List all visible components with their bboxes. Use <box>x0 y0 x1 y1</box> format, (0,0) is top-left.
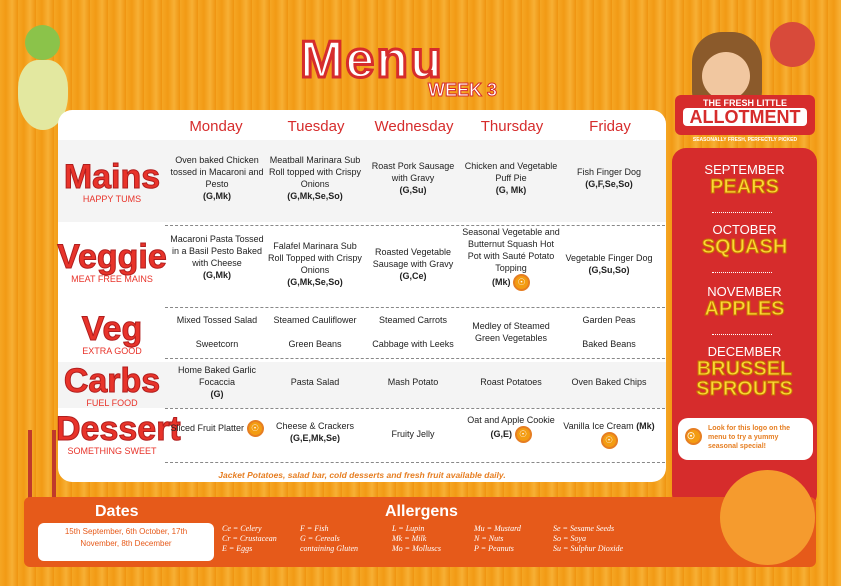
allergen-code: Se = Sesame Seeds <box>553 524 615 533</box>
row-divider <box>165 358 665 359</box>
dish-name: Mash Potato <box>387 377 439 387</box>
month-food: BRUSSEL SPROUTS <box>696 358 793 400</box>
dish-allergens: (G,Mk,Se,So) <box>287 277 343 287</box>
dates-title: Dates <box>95 503 139 520</box>
dish-allergens: (Mk) <box>636 421 655 431</box>
carbs-friday <box>560 376 658 388</box>
brand-line2: ALLOTMENT <box>683 108 807 126</box>
dish-allergens: (G,Su,So) <box>588 265 630 275</box>
mains-monday <box>168 154 266 202</box>
dessert-monday <box>168 420 266 437</box>
dish-name: Macaroni Pasta Tossed in a Basil Pesto Baked with Cheese <box>170 234 264 268</box>
veg-tuesday <box>266 314 364 350</box>
category-mains <box>56 160 168 204</box>
month-october <box>672 222 817 257</box>
veggie-monday <box>168 233 266 281</box>
veg-item-1: Garden Peas <box>582 315 636 325</box>
dish-allergens: (G, Mk) <box>495 185 527 195</box>
veg-monday <box>168 314 266 350</box>
allergen-code: L = Lupin <box>392 524 425 533</box>
allergens-title: Allergens <box>385 503 458 520</box>
dates-line1: 15th September, 6th October, 17th <box>64 527 188 536</box>
month-name: SEPTEMBER <box>704 162 785 177</box>
brand-line1: THE FRESH LITTLE <box>703 98 787 108</box>
month-name: NOVEMBER <box>707 284 782 299</box>
dish-allergens: (G,Mk) <box>203 270 231 280</box>
dish-name: Roast Pork Sausage with Gravy <box>371 161 455 183</box>
month-december <box>672 344 817 399</box>
veggie-wednesday <box>364 246 462 282</box>
veg-item-1: Steamed Carrots <box>378 315 448 325</box>
category-dessert <box>56 410 181 456</box>
allergen-code: Cr = Crustacean <box>222 534 277 543</box>
seasonal-legend <box>678 418 813 460</box>
allergen-code: E = Eggs <box>222 544 253 553</box>
brand-logo <box>675 95 815 135</box>
squash-image <box>720 470 815 565</box>
menu-title: Menu <box>300 31 444 89</box>
category-veg <box>56 312 168 356</box>
dish-allergens: (G,Mk,Se,So) <box>287 191 343 201</box>
month-name: DECEMBER <box>707 344 782 359</box>
seasonal-logo-icon: ☉ <box>601 432 618 449</box>
veg-item-1: Steamed Cauliflower <box>273 315 357 325</box>
category-veggie <box>56 240 168 284</box>
allergen-code: N = Nuts <box>474 534 504 543</box>
veg-friday <box>560 314 658 350</box>
allergen-column-4 <box>474 524 521 554</box>
dish-name: Vegetable Finger Dog <box>565 253 653 263</box>
month-name: OCTOBER <box>712 222 777 237</box>
dish-name: Sliced Fruit Platter <box>170 422 244 433</box>
dish-name: Oven baked Chicken tossed in Macaroni and Pesto <box>170 155 264 189</box>
allergen-column-3 <box>392 524 441 554</box>
category-subtitle: HAPPY TUMS <box>82 194 142 204</box>
category-subtitle: SOMETHING SWEET <box>67 446 157 456</box>
dish-name: Roast Potatoes <box>480 377 542 387</box>
month-food: APPLES <box>704 298 785 320</box>
farmer-face-image <box>702 52 750 100</box>
allergen-code: Mk = Milk <box>392 534 427 543</box>
seasonal-logo-icon: ☉ <box>685 428 702 445</box>
day-friday: Friday <box>589 118 631 135</box>
dish-allergens: (G,Ce) <box>399 271 427 281</box>
month-september <box>672 162 817 197</box>
category-carbs <box>56 364 168 408</box>
category-title: Carbs <box>63 362 161 400</box>
carbs-wednesday <box>364 376 462 388</box>
daily-footnote: Jacket Potatoes, salad bar, cold desserts and fresh fruit available daily. <box>218 470 506 480</box>
week-label: WEEK 3 <box>428 80 498 100</box>
divider <box>712 334 772 335</box>
divider <box>712 272 772 273</box>
category-subtitle: EXTRA GOOD <box>82 346 142 356</box>
mains-thursday <box>462 160 560 196</box>
row-divider <box>165 225 665 226</box>
veg-item-2: Baked Beans <box>582 339 636 349</box>
dish-name: Fruity Jelly <box>391 429 435 439</box>
allergen-code: F = Fish <box>300 524 329 533</box>
day-thursday: Thursday <box>480 118 544 135</box>
row-divider <box>165 462 665 463</box>
dish-name: Vanilla Ice Cream <box>563 421 634 431</box>
dish-name: Fish Finger Dog <box>576 167 642 177</box>
allergen-code: Mo = Molluscs <box>392 544 441 553</box>
month-november <box>672 284 817 319</box>
seasonal-logo-icon: ☉ <box>515 426 532 443</box>
dish-name: Cheese & Crackers <box>275 421 355 431</box>
allergen-code: G = Cereals <box>300 534 340 543</box>
dessert-wednesday <box>364 428 462 440</box>
dish-allergens: (G,E,Mk,Se) <box>289 433 340 443</box>
allergen-code: containing Gluten <box>300 544 358 553</box>
dish-name: Oven Baked Chips <box>571 377 647 387</box>
dish-name: Oat and Apple Cookie <box>467 415 555 425</box>
dessert-friday <box>560 420 658 449</box>
seasonal-logo-icon: ☉ <box>513 274 530 291</box>
sprout-image <box>25 25 60 60</box>
day-tuesday: Tuesday <box>287 118 345 135</box>
dish-name: Home Baked Garlic Focaccia <box>177 365 257 387</box>
veg-item-2: Cabbage with Leeks <box>372 339 454 349</box>
seasonal-logo-icon: ☉ <box>247 420 264 437</box>
allergen-code: Su = Sulphur Dioxide <box>553 544 624 553</box>
veggie-friday <box>560 252 658 276</box>
dates-line2: November, 8th December <box>80 539 172 548</box>
row-divider <box>165 408 665 409</box>
divider <box>712 212 772 213</box>
category-title: Mains <box>63 158 161 196</box>
month-food: SQUASH <box>701 236 788 258</box>
carbs-thursday <box>462 376 560 388</box>
legend-text: Look for this logo on the menu to try a yummy seasonal special! <box>708 425 791 450</box>
dish-name: Chicken and Vegetable Puff Pie <box>464 161 558 183</box>
allergen-code: So = Soya <box>553 534 586 543</box>
day-wednesday: Wednesday <box>374 118 454 135</box>
dish-name: Seasonal Vegetable and Butternut Squash Hot Pot with Sauté Potato Topping <box>462 227 560 273</box>
category-title: Veggie <box>57 238 167 276</box>
dish-allergens: (G,Su) <box>399 185 427 195</box>
month-food: PEARS <box>710 176 779 198</box>
veg-item-1: Mixed Tossed Salad <box>176 315 258 325</box>
dish-allergens: (G,F,Se,So) <box>585 179 633 189</box>
veggie-thursday <box>462 226 560 291</box>
brand-tagline: SEASONALLY FRESH, PERFECTLY PICKED <box>692 137 798 143</box>
veg-item-1: Medley of Steamed Green Vegetables <box>472 321 550 343</box>
category-subtitle: MEAT FREE MAINS <box>71 274 153 284</box>
allergen-code: Mu = Mustard <box>474 524 521 533</box>
veg-thursday <box>462 320 560 344</box>
veggie-tuesday <box>266 240 364 288</box>
veg-item-2: Sweetcorn <box>195 339 239 349</box>
mains-tuesday <box>266 154 364 202</box>
category-subtitle: FUEL FOOD <box>86 398 138 408</box>
category-title: Veg <box>81 310 143 348</box>
allergen-column-2 <box>300 524 358 554</box>
dessert-tuesday <box>266 420 364 444</box>
dish-allergens: (Mk) <box>491 276 511 287</box>
day-monday: Monday <box>189 118 243 135</box>
allergen-column-1 <box>222 524 277 554</box>
mains-wednesday <box>364 160 462 196</box>
dish-allergens: (G) <box>210 389 224 399</box>
allergen-code: Ce = Celery <box>222 524 262 533</box>
carbs-monday <box>168 364 266 400</box>
dish-allergens: (G,Mk) <box>203 191 231 201</box>
dessert-thursday <box>462 414 560 443</box>
dish-name: Meatball Marinara Sub Roll topped with Crispy Onions <box>268 155 362 189</box>
dish-name: Pasta Salad <box>290 377 340 387</box>
row-divider <box>165 307 665 308</box>
dish-name: Roasted Vegetable Sausage with Gravy <box>372 247 454 269</box>
allergen-code: P = Peanuts <box>474 544 514 553</box>
carbs-tuesday <box>266 376 364 388</box>
dates-box <box>38 523 214 561</box>
category-title: Dessert <box>56 410 181 448</box>
dish-allergens: (G,E) <box>490 428 512 439</box>
allergen-column-5 <box>553 524 623 554</box>
veg-item-2: Green Beans <box>288 339 342 349</box>
mains-friday <box>560 166 658 190</box>
dish-name: Falafel Marinara Sub Roll Topped with Crispy Onions <box>268 241 362 275</box>
veg-wednesday <box>364 314 462 350</box>
